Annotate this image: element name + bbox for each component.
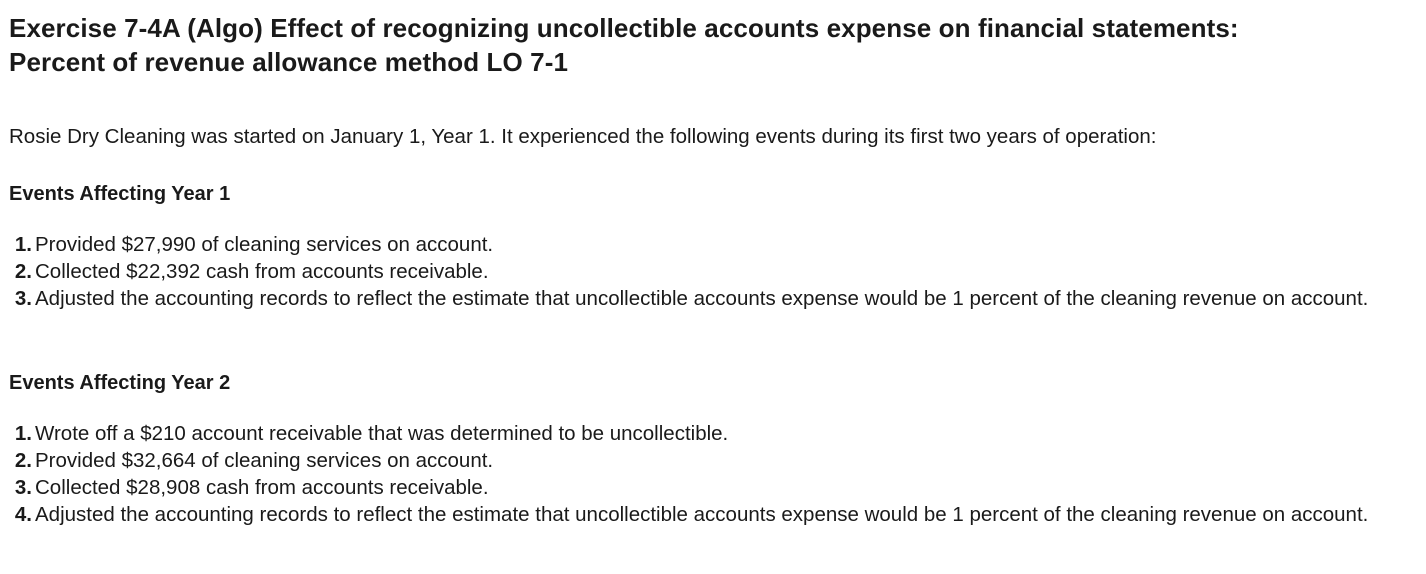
event-number: 1.: [14, 233, 32, 256]
year1-heading: Events Affecting Year 1: [9, 183, 231, 205]
list-item: [9, 474, 1409, 501]
list-item: [9, 231, 1409, 258]
year2-events-list: [9, 420, 1409, 528]
event-text: Adjusted the accounting records to reflect the estimate that uncollectible accounts expense would be 1 percent of the cleaning revenue on account.: [35, 287, 1369, 310]
page-title: [9, 0, 1426, 79]
event-number: 3.: [14, 287, 32, 310]
list-item: [9, 501, 1409, 528]
event-text: Collected $22,392 cash from accounts receivable.: [35, 260, 489, 283]
year1-events-list: [9, 231, 1409, 312]
event-text: Adjusted the accounting records to reflect the estimate that uncollectible accounts expense would be 1 percent of the cleaning revenue on account.: [35, 503, 1369, 526]
list-item: [9, 420, 1409, 447]
event-text: Collected $28,908 cash from accounts receivable.: [35, 476, 489, 499]
event-number: 2.: [14, 449, 32, 472]
list-item: [9, 447, 1409, 474]
event-number: 3.: [14, 476, 32, 499]
event-number: 2.: [14, 260, 32, 283]
year2-heading: Events Affecting Year 2: [9, 372, 231, 394]
event-number: 4.: [14, 503, 32, 526]
list-item: [9, 285, 1409, 312]
list-item: [9, 258, 1409, 285]
intro-text: Rosie Dry Cleaning was started on January 1, Year 1. It experienced the following events during its first two years of operation:: [9, 125, 1157, 148]
event-number: 1.: [14, 422, 32, 445]
event-text: Provided $27,990 of cleaning services on account.: [35, 233, 494, 256]
title-line-1: Exercise 7-4A (Algo) Effect of recognizing uncollectible accounts expense on financial statements:: [9, 13, 1239, 43]
title-line-2: Percent of revenue allowance method LO 7-1: [9, 47, 569, 77]
event-text: Provided $32,664 of cleaning services on account.: [35, 449, 494, 472]
event-text: Wrote off a $210 account receivable that was determined to be uncollectible.: [35, 422, 729, 445]
